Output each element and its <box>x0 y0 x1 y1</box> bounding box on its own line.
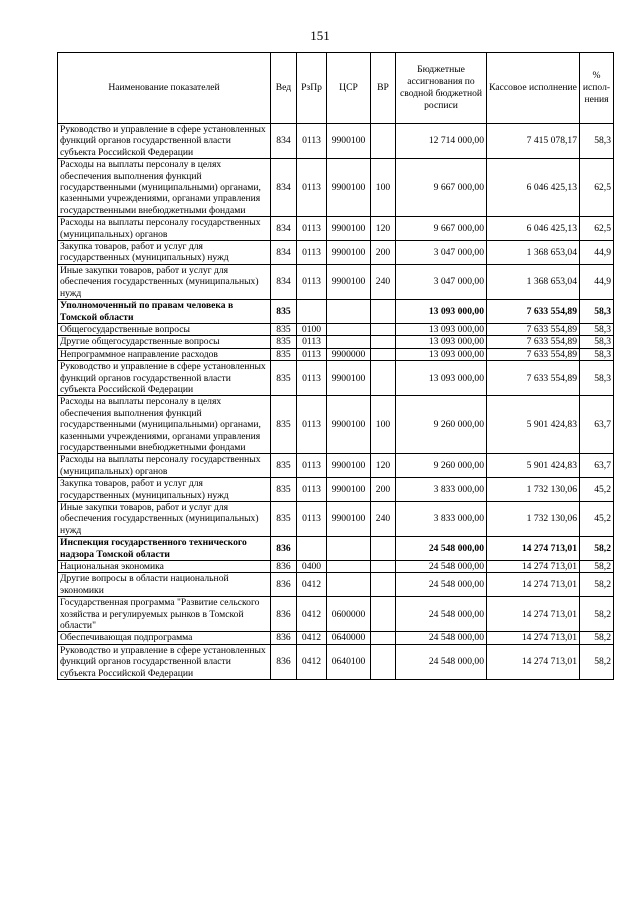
cell-cash: 7 415 078,17 <box>487 124 580 159</box>
cell-vr <box>371 124 396 159</box>
cell-cash: 7 633 554,89 <box>487 361 580 396</box>
cell-budget: 9 260 000,00 <box>396 454 487 478</box>
table-row <box>58 537 614 561</box>
table-row <box>58 597 614 632</box>
cell-pct: 58,3 <box>580 323 614 335</box>
cell-budget: 24 548 000,00 <box>396 561 487 573</box>
cell-vr <box>371 573 396 597</box>
cell-ved: 834 <box>271 217 297 241</box>
cell-rzpr <box>297 300 327 324</box>
cell-pct: 58,3 <box>580 348 614 360</box>
cell-budget: 13 093 000,00 <box>396 361 487 396</box>
col-header-name: Наименование показателей <box>58 53 271 124</box>
table-row <box>58 300 614 324</box>
col-header-pct: % испол-нения <box>580 53 614 124</box>
cell-ved: 835 <box>271 336 297 348</box>
cell-vr <box>371 644 396 679</box>
cell-csr <box>327 300 371 324</box>
page-number: 151 <box>310 28 330 43</box>
cell-csr: 9900100 <box>327 159 371 217</box>
table-row <box>58 217 614 241</box>
col-header-cash: Кассовое исполнение <box>487 53 580 124</box>
cell-vr <box>371 597 396 632</box>
table-row <box>58 644 614 679</box>
cell-csr: 9900100 <box>327 124 371 159</box>
table-row <box>58 632 614 644</box>
cell-cash: 14 274 713,01 <box>487 573 580 597</box>
cell-budget: 24 548 000,00 <box>396 597 487 632</box>
table-row <box>58 454 614 478</box>
cell-ved: 835 <box>271 348 297 360</box>
cell-ved: 836 <box>271 561 297 573</box>
cell-ved: 835 <box>271 300 297 324</box>
cell-pct: 58,3 <box>580 300 614 324</box>
cell-budget: 24 548 000,00 <box>396 573 487 597</box>
cell-vr: 200 <box>371 241 396 265</box>
cell-rzpr: 0412 <box>297 573 327 597</box>
cell-vr <box>371 561 396 573</box>
table-row <box>58 159 614 217</box>
table-row <box>58 124 614 159</box>
cell-budget: 24 548 000,00 <box>396 644 487 679</box>
cell-pct: 44,9 <box>580 264 614 299</box>
cell-name: Общегосударственные вопросы <box>58 323 271 335</box>
cell-cash: 1 732 130,06 <box>487 478 580 502</box>
cell-ved: 834 <box>271 264 297 299</box>
cell-pct: 58,3 <box>580 124 614 159</box>
cell-rzpr: 0113 <box>297 396 327 454</box>
cell-ved: 836 <box>271 573 297 597</box>
cell-csr <box>327 323 371 335</box>
cell-cash: 7 633 554,89 <box>487 300 580 324</box>
cell-pct: 58,2 <box>580 632 614 644</box>
cell-pct: 63,7 <box>580 396 614 454</box>
cell-pct: 62,5 <box>580 159 614 217</box>
cell-rzpr: 0400 <box>297 561 327 573</box>
table-row <box>58 241 614 265</box>
cell-pct: 58,2 <box>580 561 614 573</box>
cell-pct: 45,2 <box>580 502 614 537</box>
cell-ved: 836 <box>271 632 297 644</box>
cell-pct: 45,2 <box>580 478 614 502</box>
cell-vr: 200 <box>371 478 396 502</box>
cell-rzpr: 0412 <box>297 644 327 679</box>
cell-csr: 9900100 <box>327 217 371 241</box>
cell-ved: 834 <box>271 124 297 159</box>
cell-ved: 834 <box>271 159 297 217</box>
cell-csr: 9900100 <box>327 502 371 537</box>
cell-name: Закупка товаров, работ и услуг для государственных (муниципальных) нужд <box>58 241 271 265</box>
cell-vr <box>371 323 396 335</box>
cell-budget: 13 093 000,00 <box>396 323 487 335</box>
cell-ved: 835 <box>271 478 297 502</box>
cell-ved: 836 <box>271 644 297 679</box>
cell-ved: 835 <box>271 323 297 335</box>
cell-vr: 240 <box>371 264 396 299</box>
cell-name: Руководство и управление в сфере установленных функций органов государственной власти субъекта Российской Федерации <box>58 124 271 159</box>
cell-cash: 6 046 425,13 <box>487 217 580 241</box>
cell-budget: 13 093 000,00 <box>396 336 487 348</box>
cell-csr <box>327 537 371 561</box>
cell-cash: 1 732 130,06 <box>487 502 580 537</box>
cell-csr <box>327 573 371 597</box>
cell-name: Расходы на выплаты персоналу государственных (муниципальных) органов <box>58 454 271 478</box>
col-header-rzpr: РзПр <box>297 53 327 124</box>
cell-rzpr: 0113 <box>297 124 327 159</box>
cell-cash: 7 633 554,89 <box>487 323 580 335</box>
cell-cash: 14 274 713,01 <box>487 561 580 573</box>
cell-name: Расходы на выплаты персоналу государственных (муниципальных) органов <box>58 217 271 241</box>
table-row <box>58 336 614 348</box>
cell-pct: 58,3 <box>580 336 614 348</box>
cell-name: Закупка товаров, работ и услуг для государственных (муниципальных) нужд <box>58 478 271 502</box>
cell-vr <box>371 537 396 561</box>
cell-rzpr: 0100 <box>297 323 327 335</box>
cell-name: Уполномоченный по правам человека в Томской области <box>58 300 271 324</box>
cell-csr: 9900100 <box>327 264 371 299</box>
cell-rzpr: 0412 <box>297 597 327 632</box>
cell-name: Расходы на выплаты персоналу в целях обеспечения выполнения функций государственными (муниципальными) органами, казенными учреждениями, органами управления государственными внебюджетными фондами <box>58 396 271 454</box>
cell-ved: 835 <box>271 361 297 396</box>
cell-rzpr: 0412 <box>297 632 327 644</box>
cell-pct: 58,2 <box>580 537 614 561</box>
cell-csr: 9900100 <box>327 454 371 478</box>
cell-vr <box>371 632 396 644</box>
cell-name: Иные закупки товаров, работ и услуг для обеспечения государственных (муниципальных) нужд <box>58 502 271 537</box>
cell-rzpr <box>297 537 327 561</box>
cell-rzpr: 0113 <box>297 264 327 299</box>
cell-name: Иные закупки товаров, работ и услуг для обеспечения государственных (муниципальных) нужд <box>58 264 271 299</box>
table-row <box>58 348 614 360</box>
cell-cash: 14 274 713,01 <box>487 537 580 561</box>
cell-ved: 835 <box>271 396 297 454</box>
col-header-ved: Вед <box>271 53 297 124</box>
cell-rzpr: 0113 <box>297 217 327 241</box>
cell-ved: 835 <box>271 454 297 478</box>
cell-vr <box>371 361 396 396</box>
cell-ved: 836 <box>271 537 297 561</box>
cell-name: Национальная экономика <box>58 561 271 573</box>
table-row <box>58 323 614 335</box>
cell-cash: 6 046 425,13 <box>487 159 580 217</box>
cell-budget: 3 833 000,00 <box>396 478 487 502</box>
cell-rzpr: 0113 <box>297 159 327 217</box>
cell-vr: 120 <box>371 454 396 478</box>
cell-name: Руководство и управление в сфере установленных функций органов государственной власти субъекта Российской Федерации <box>58 644 271 679</box>
cell-cash: 1 368 653,04 <box>487 241 580 265</box>
cell-csr: 9900100 <box>327 241 371 265</box>
cell-cash: 14 274 713,01 <box>487 597 580 632</box>
cell-budget: 9 260 000,00 <box>396 396 487 454</box>
cell-pct: 58,2 <box>580 573 614 597</box>
cell-pct: 58,2 <box>580 644 614 679</box>
cell-vr: 120 <box>371 217 396 241</box>
cell-csr: 0640100 <box>327 644 371 679</box>
cell-rzpr: 0113 <box>297 348 327 360</box>
cell-name: Непрограммное направление расходов <box>58 348 271 360</box>
cell-rzpr: 0113 <box>297 502 327 537</box>
cell-vr: 100 <box>371 159 396 217</box>
cell-ved: 834 <box>271 241 297 265</box>
table-row <box>58 561 614 573</box>
cell-rzpr: 0113 <box>297 454 327 478</box>
cell-name: Руководство и управление в сфере установленных функций органов государственной власти субъекта Российской Федерации <box>58 361 271 396</box>
cell-csr: 0640000 <box>327 632 371 644</box>
cell-rzpr: 0113 <box>297 478 327 502</box>
cell-vr <box>371 336 396 348</box>
cell-csr <box>327 336 371 348</box>
cell-name: Инспекция государственного технического надзора Томской области <box>58 537 271 561</box>
cell-csr <box>327 561 371 573</box>
cell-budget: 12 714 000,00 <box>396 124 487 159</box>
cell-csr: 9900100 <box>327 396 371 454</box>
cell-cash: 14 274 713,01 <box>487 632 580 644</box>
cell-pct: 44,9 <box>580 241 614 265</box>
table-row <box>58 573 614 597</box>
col-header-budget: Бюджетные ассигнования по сводной бюджетной росписи <box>396 53 487 124</box>
table-row <box>58 396 614 454</box>
cell-cash: 14 274 713,01 <box>487 644 580 679</box>
cell-vr <box>371 348 396 360</box>
cell-csr: 0600000 <box>327 597 371 632</box>
budget-table <box>57 52 614 680</box>
cell-vr: 100 <box>371 396 396 454</box>
cell-name: Другие вопросы в области национальной экономики <box>58 573 271 597</box>
table-row <box>58 361 614 396</box>
table-row <box>58 478 614 502</box>
cell-budget: 9 667 000,00 <box>396 217 487 241</box>
cell-pct: 58,3 <box>580 361 614 396</box>
col-header-vr: ВР <box>371 53 396 124</box>
cell-ved: 835 <box>271 502 297 537</box>
cell-csr: 9900000 <box>327 348 371 360</box>
cell-cash: 5 901 424,83 <box>487 454 580 478</box>
cell-cash: 7 633 554,89 <box>487 336 580 348</box>
cell-name: Другие общегосударственные вопросы <box>58 336 271 348</box>
col-header-csr: ЦСР <box>327 53 371 124</box>
cell-pct: 62,5 <box>580 217 614 241</box>
cell-budget: 3 833 000,00 <box>396 502 487 537</box>
cell-cash: 5 901 424,83 <box>487 396 580 454</box>
cell-name: Государственная программа "Развитие сельского хозяйства и регулируемых рынков в Томской области" <box>58 597 271 632</box>
cell-pct: 58,2 <box>580 597 614 632</box>
header-row <box>58 53 614 124</box>
cell-name: Расходы на выплаты персоналу в целях обеспечения выполнения функций государственными (муниципальными) органами, казенными учреждениями, органами управления государственными внебюджетными фондами <box>58 159 271 217</box>
cell-rzpr: 0113 <box>297 361 327 396</box>
cell-pct: 63,7 <box>580 454 614 478</box>
cell-name: Обеспечивающая подпрограмма <box>58 632 271 644</box>
table-row <box>58 264 614 299</box>
table-row <box>58 502 614 537</box>
cell-budget: 24 548 000,00 <box>396 632 487 644</box>
cell-csr: 9900100 <box>327 361 371 396</box>
cell-budget: 24 548 000,00 <box>396 537 487 561</box>
cell-vr <box>371 300 396 324</box>
cell-budget: 9 667 000,00 <box>396 159 487 217</box>
cell-vr: 240 <box>371 502 396 537</box>
cell-budget: 3 047 000,00 <box>396 241 487 265</box>
cell-cash: 1 368 653,04 <box>487 264 580 299</box>
cell-budget: 13 093 000,00 <box>396 348 487 360</box>
cell-budget: 13 093 000,00 <box>396 300 487 324</box>
cell-rzpr: 0113 <box>297 241 327 265</box>
cell-csr: 9900100 <box>327 478 371 502</box>
cell-ved: 836 <box>271 597 297 632</box>
cell-cash: 7 633 554,89 <box>487 348 580 360</box>
cell-budget: 3 047 000,00 <box>396 264 487 299</box>
cell-rzpr: 0113 <box>297 336 327 348</box>
